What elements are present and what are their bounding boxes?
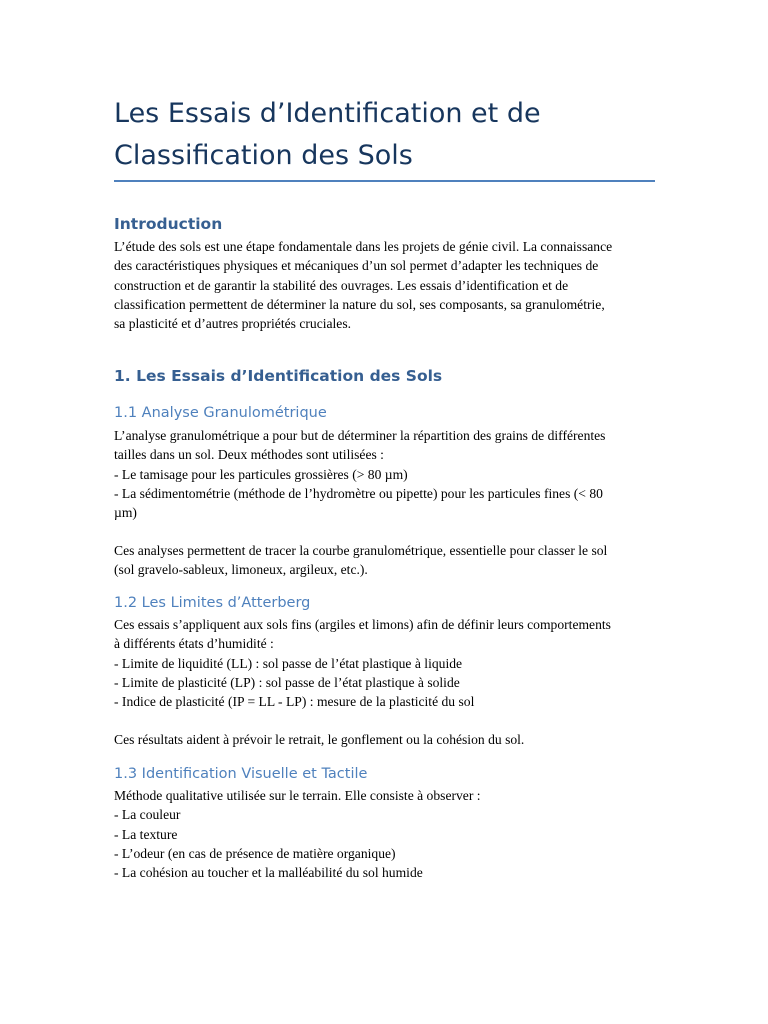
list-item: - Limite de liquidité (LL) : sol passe de l’état plastique à liquide (114, 655, 463, 671)
list-item: - La sédimentométrie (méthode de l’hydromètre ou pipette) pour les particules fines (< 80 (114, 485, 603, 501)
list-item: - Limite de plasticité (LP) : sol passe de l’état plastique à solide (114, 674, 460, 690)
document-title (114, 93, 674, 177)
introduction-paragraph (114, 237, 654, 333)
section-1-2-paragraph-2 (114, 730, 654, 749)
list-item: - La couleur (114, 807, 181, 823)
text-line: tailles dans un sol. Deux méthodes sont utilisées : (114, 447, 384, 463)
text-line: à différents états d’humidité : (114, 636, 274, 652)
section-1-heading: 1. Les Essais d’Identification des Sols (114, 367, 443, 385)
list-item: - L’odeur (en cas de présence de matière organique) (114, 845, 396, 861)
list-item: - Indice de plasticité (IP = LL - LP) : mesure de la plasticité du sol (114, 694, 475, 710)
title-line-1: Les Essais d’Identification et de (114, 98, 541, 129)
section-1-1-heading: 1.1 Analyse Granulométrique (114, 405, 327, 421)
text-line: Ces résultats aident à prévoir le retrait, le gonflement ou la cohésion du sol. (114, 732, 525, 747)
introduction-heading: Introduction (114, 215, 223, 233)
list-item: - La texture (114, 826, 178, 842)
text-line: sa plasticité et d’autres propriétés cruciales. (114, 316, 352, 332)
section-1-1-paragraph-2 (114, 541, 654, 580)
text-line: L’analyse granulométrique a pour but de déterminer la répartition des grains de différentes (114, 428, 606, 443)
title-underline (114, 180, 655, 182)
text-line: Ces analyses permettent de tracer la courbe granulométrique, essentielle pour classer le sol (114, 543, 608, 558)
text-line: Méthode qualitative utilisée sur le terrain. Elle consiste à observer : (114, 788, 481, 803)
title-line-2: Classification des Sols (114, 140, 413, 171)
section-1-1-paragraph (114, 426, 654, 522)
list-item: - La cohésion au toucher et la malléabilité du sol humide (114, 865, 423, 881)
text-line: des caractéristiques physiques et mécaniques d’un sol permet d’adapter les techniques de (114, 258, 599, 274)
section-1-2-heading: 1.2 Les Limites d’Atterberg (114, 595, 311, 611)
text-line: Ces essais s’appliquent aux sols fins (argiles et limons) afin de définir leurs comportements (114, 617, 611, 632)
section-1-3-paragraph (114, 786, 654, 882)
text-line: µm) (114, 505, 137, 521)
text-line: classification permettent de déterminer la nature du sol, ses composants, sa granulométrie, (114, 296, 605, 312)
section-1-2-paragraph (114, 615, 654, 711)
text-line: construction et de garantir la stabilité des ouvrages. Les essais d’identification et de (114, 277, 569, 293)
list-item: - Le tamisage pour les particules grossières (> 80 µm) (114, 466, 408, 482)
text-line: (sol gravelo-sableux, limoneux, argileux, etc.). (114, 562, 368, 578)
text-line: L’étude des sols est une étape fondamentale dans les projets de génie civil. La connaissance (114, 239, 613, 254)
section-1-3-heading: 1.3 Identification Visuelle et Tactile (114, 766, 368, 782)
